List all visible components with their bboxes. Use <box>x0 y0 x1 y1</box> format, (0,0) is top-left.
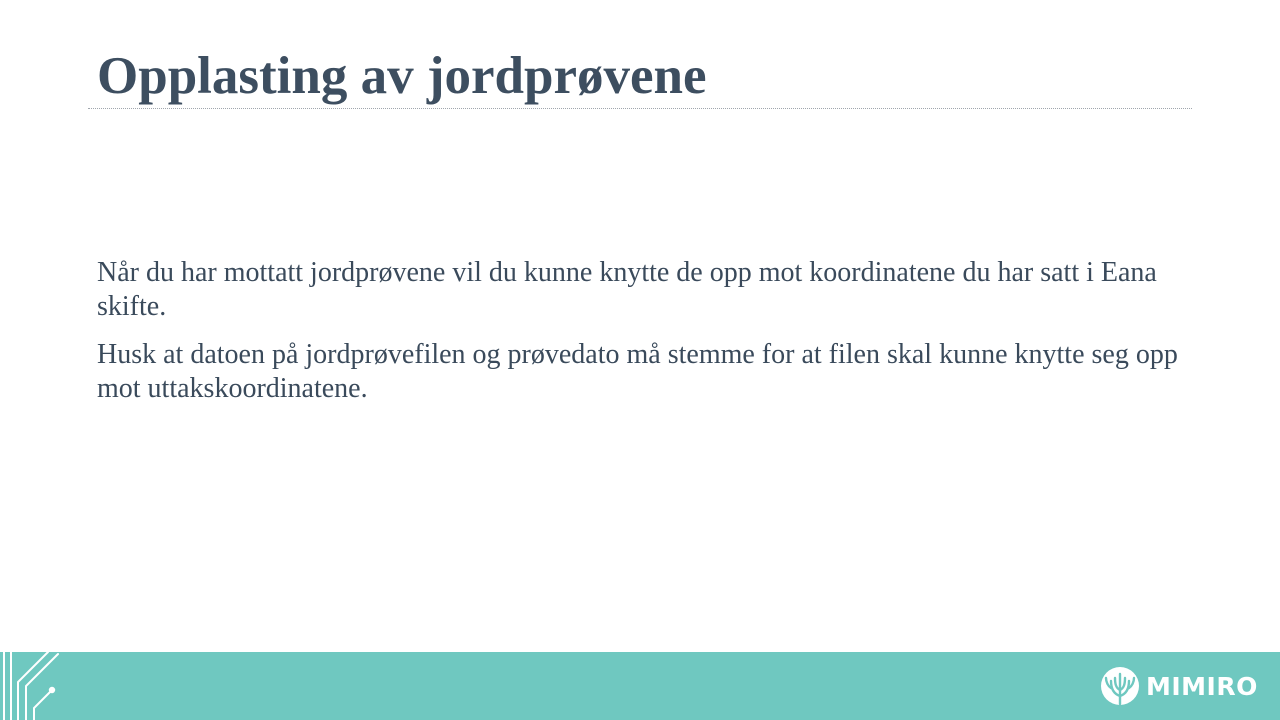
body-paragraph-2: Husk at datoen på jordprøvefilen og prøvedato må stemme for at filen skal kunne knytte seg opp mot uttakskoordinatene. <box>97 339 1178 404</box>
brand-name: MIMIRO <box>1146 671 1258 701</box>
title-divider <box>88 108 1192 109</box>
slide-body <box>97 256 1197 420</box>
slide-title: Opplasting av jordprøvene <box>97 47 707 105</box>
footer-bar <box>0 652 1280 720</box>
circuit-lines-icon <box>0 652 70 720</box>
tree-icon <box>1100 666 1140 706</box>
body-paragraph-1: Når du har mottatt jordprøvene vil du kunne knytte de opp mot koordinatene du har satt i Eana skifte. <box>97 257 1157 322</box>
mimiro-logo <box>1100 666 1258 706</box>
